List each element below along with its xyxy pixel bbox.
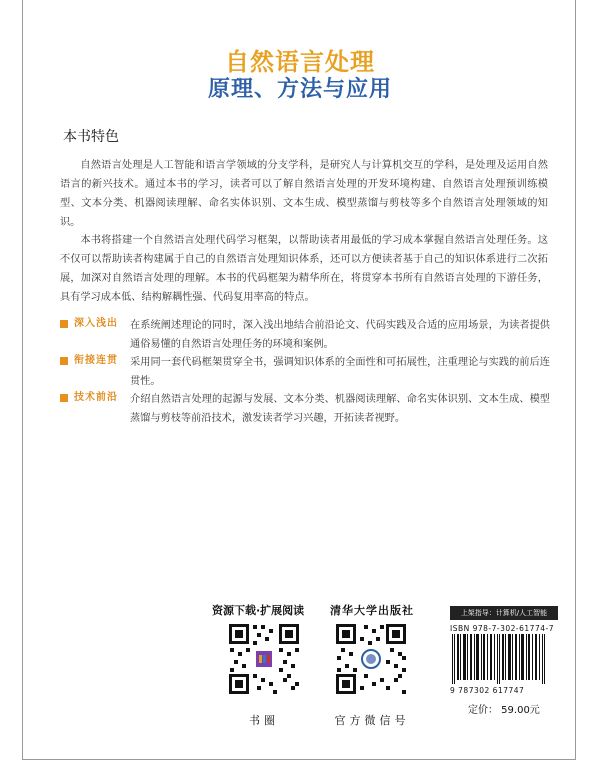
price-label: 定价： 59.00元 (468, 705, 540, 716)
bottom-border-line (22, 759, 576, 760)
features-heading: 本书特色 (63, 129, 119, 145)
intro-paragraph-1: 自然语言处理是人工智能和语言学领域的分支学科，是研究人与计算机交互的学科，是处理及运用自然语言的新兴技术。通过本书的学习，读者可以了解自然语言处理的开发环境构建、自然语言处理预训练模型、文本分类、机器阅读理解、命名实体识别、文本生成、模型蒸馏与剪枝等多个自然语言处理领域的知识。 (60, 160, 548, 228)
feature-tag: 技术前沿 (74, 392, 118, 403)
publisher-name: 清华大学出版社 (330, 604, 414, 617)
feature-tag: 衔接连贯 (74, 355, 118, 366)
book-title: 自然语言处理 (225, 48, 375, 76)
square-bullet-icon (60, 320, 68, 328)
intro-paragraph-2: 本书将搭建一个自然语言处理代码学习框架，以帮助读者用最低的学习成本掌握自然语言处理任务。这不仅可以帮助读者构建属于自己的自然语言处理知识体系，还可以方便读者基于自己的知识体系进行二次拓展，加深对自然语言处理的理解。本书的代码框架为精华所在，将贯穿本书所有自然语言处理的下游任务，具有学习成本低、结构解耦性强、代码复用率高的特点。 (60, 235, 548, 303)
qr-label-shuquan: 书圈 (249, 714, 279, 727)
feature-description: 在系统阐述理论的同时，深入浅出地结合前沿论文、代码实践及合适的应用场景，为读者提供通俗易懂的自然语言处理任务的环境和案例。 (130, 320, 550, 350)
right-border-line (575, 0, 576, 760)
feature-description: 采用同一套代码框架贯穿全书，强调知识体系的全面性和可拓展性，注重理论与实践的前后连贯性。 (130, 357, 550, 387)
barcode-digits: 9 787302 617747 (450, 686, 525, 695)
square-bullet-icon (60, 357, 68, 365)
shelving-category-badge: 上架指导：计算机/人工智能 (450, 606, 558, 620)
square-bullet-icon (60, 394, 68, 402)
resources-title: 资源下载·扩展阅读 (212, 604, 305, 617)
qr-code-icon[interactable] (227, 622, 301, 696)
feature-description: 介绍自然语言处理的起源与发展、文本分类、机器阅读理解、命名实体识别、文本生成、模型蒸馏与剪枝等前沿技术，激发读者学习兴趣，开拓读者视野。 (130, 394, 550, 424)
left-border-line (22, 0, 23, 760)
isbn-text: ISBN 978-7-302-61774-7 (450, 624, 554, 633)
barcode-icon (448, 634, 558, 684)
feature-tag: 深入浅出 (74, 318, 118, 329)
qr-label-official-wechat: 官方微信号 (334, 714, 410, 727)
book-subtitle: 原理、方法与应用 (207, 77, 392, 102)
qr-code-icon[interactable] (334, 622, 408, 696)
